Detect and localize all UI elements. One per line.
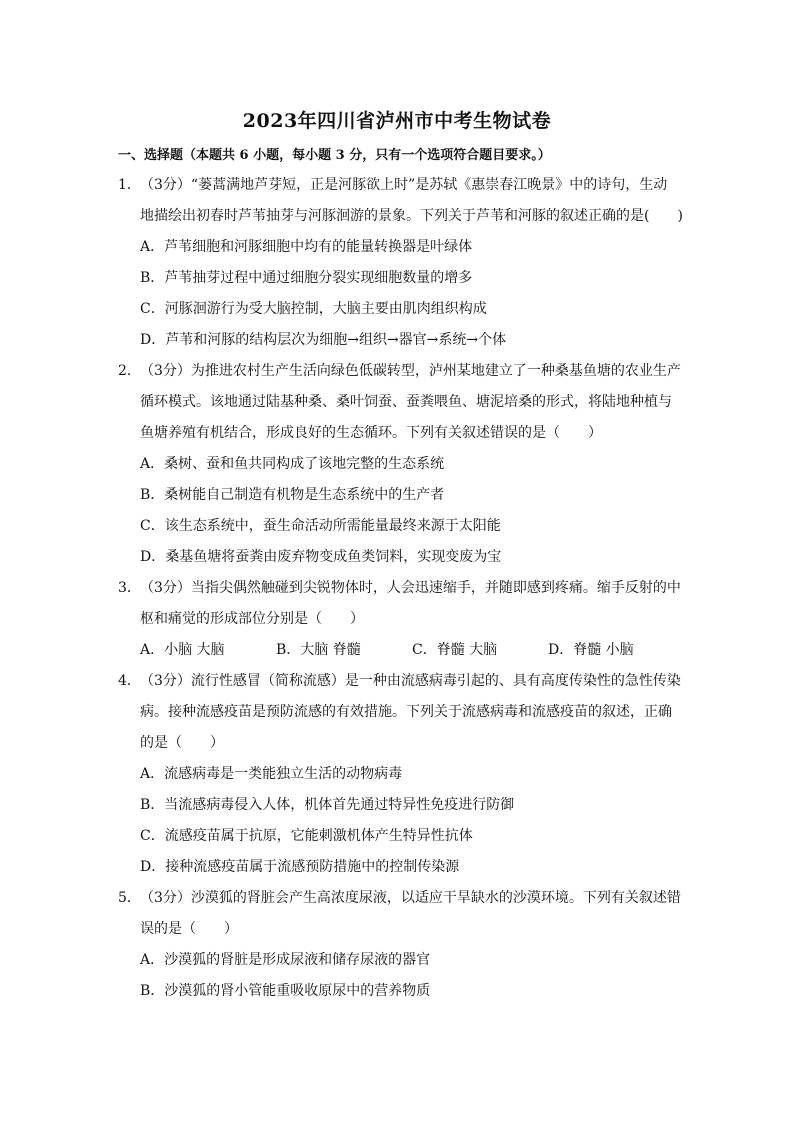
- option-b: B．桑树能自己制造有机物是生态系统中的生产者: [140, 487, 445, 503]
- option-row: [140, 635, 678, 666]
- option-d: D．脊髓 小脑: [548, 642, 634, 658]
- question-stem-line: （3分）“蒌蒿满地芦芽短，正是河豚欲上时”是苏轼《惠崇春江晚景》中的诗句，生动: [140, 177, 668, 193]
- question-3: [118, 573, 681, 666]
- option-list: [118, 232, 678, 356]
- option-c: C．脊髓 大脑: [412, 642, 498, 658]
- question-5: [118, 883, 681, 1007]
- question-1: [118, 170, 683, 356]
- question-stem-line: （3分）沙漠狐的肾脏会产生高浓度尿液，以适应干旱缺水的沙漠环境。下列有关叙述错: [140, 890, 681, 906]
- section-heading: 一、选择题（本题共 6 小题，每小题 3 分，只有一个选项符合题目要求。）: [118, 148, 551, 163]
- option-list: [118, 945, 678, 1007]
- option-d: D．桑基鱼塘将蚕粪由废弃物变成鱼类饲料，实现变废为宝: [140, 549, 502, 565]
- question-number: 3．: [118, 580, 141, 596]
- option-a: A．桑树、蚕和鱼共同构成了该地完整的生态系统: [140, 456, 445, 472]
- option-d: D．芦苇和河豚的结构层次为细胞→组织→器官→系统→个体: [140, 332, 507, 348]
- question-number: 1．: [118, 177, 141, 193]
- question-list: [118, 170, 683, 1007]
- question-stem-line: 误的是（ ）: [140, 921, 238, 937]
- question-stem-line: 地描绘出初春时芦苇抽芽与河豚洄游的景象。下列关于芦苇和河豚的叙述正确的是( ): [140, 208, 683, 224]
- question-2: [118, 356, 681, 573]
- option-a: A．流感病毒是一类能独立生活的动物病毒: [140, 766, 403, 782]
- option-b: B．当流感病毒侵入人体，机体首先通过特异性免疫进行防御: [140, 797, 515, 813]
- option-b: B．芦苇抽芽过程中通过细胞分裂实现细胞数量的增多: [140, 270, 473, 286]
- question-stem-line: （3分）流行性感冒（简称流感）是一种由流感病毒引起的、具有高度传染性的急性传染: [140, 673, 681, 689]
- question-number: 4．: [118, 673, 141, 689]
- page-title: 2023年四川省泸州市中考生物试卷: [242, 110, 552, 132]
- question-stem-line: 枢和痛觉的形成部位分别是（ ）: [140, 611, 364, 627]
- option-list: [118, 635, 678, 666]
- question-stem-line: （3分）当指尖偶然触碰到尖锐物体时，人会迅速缩手，并随即感到疼痛。缩手反射的中: [140, 580, 681, 596]
- option-b: B．沙漠狐的肾小管能重吸收原尿中的营养物质: [140, 983, 431, 999]
- option-list: [118, 449, 678, 573]
- question-stem-line: 鱼塘养殖有机结合，形成良好的生态循环。下列有关叙述错误的是（ ）: [140, 425, 602, 441]
- question-number: 2．: [118, 363, 141, 379]
- option-b: B．大脑 脊髓: [276, 642, 361, 658]
- question-stem-line: 病。接种流感疫苗是预防流感的有效措施。下列关于流感病毒和流感疫苗的叙述，正确: [140, 704, 672, 720]
- option-a: A．沙漠狐的肾脏是形成尿液和储存尿液的器官: [140, 952, 431, 968]
- question-number: 5．: [118, 890, 141, 906]
- question-stem-line: 循环模式。该地通过陆基种桑、桑叶饲蚕、蚕粪喂鱼、塘泥培桑的形式，将陆地种植与: [140, 394, 672, 410]
- option-c: C．流感疫苗属于抗原，它能刺激机体产生特异性抗体: [140, 828, 473, 844]
- question-stem-line: （3分）为推进农村生产生活向绿色低碳转型，泸州某地建立了一种桑基鱼塘的农业生产: [140, 363, 681, 379]
- option-c: C．该生态系统中，蚕生命活动所需能量最终来源于太阳能: [140, 518, 501, 534]
- question-4: [118, 666, 681, 883]
- option-a: A．小脑 大脑: [140, 642, 225, 658]
- option-list: [118, 759, 678, 883]
- option-a: A．芦苇细胞和河豚细胞中均有的能量转换器是叶绿体: [140, 239, 473, 255]
- option-d: D．接种流感疫苗属于流感预防措施中的控制传染源: [140, 859, 460, 875]
- question-stem-line: 的是（ ）: [140, 735, 224, 751]
- option-c: C．河豚洄游行为受大脑控制，大脑主要由肌肉组织构成: [140, 301, 487, 317]
